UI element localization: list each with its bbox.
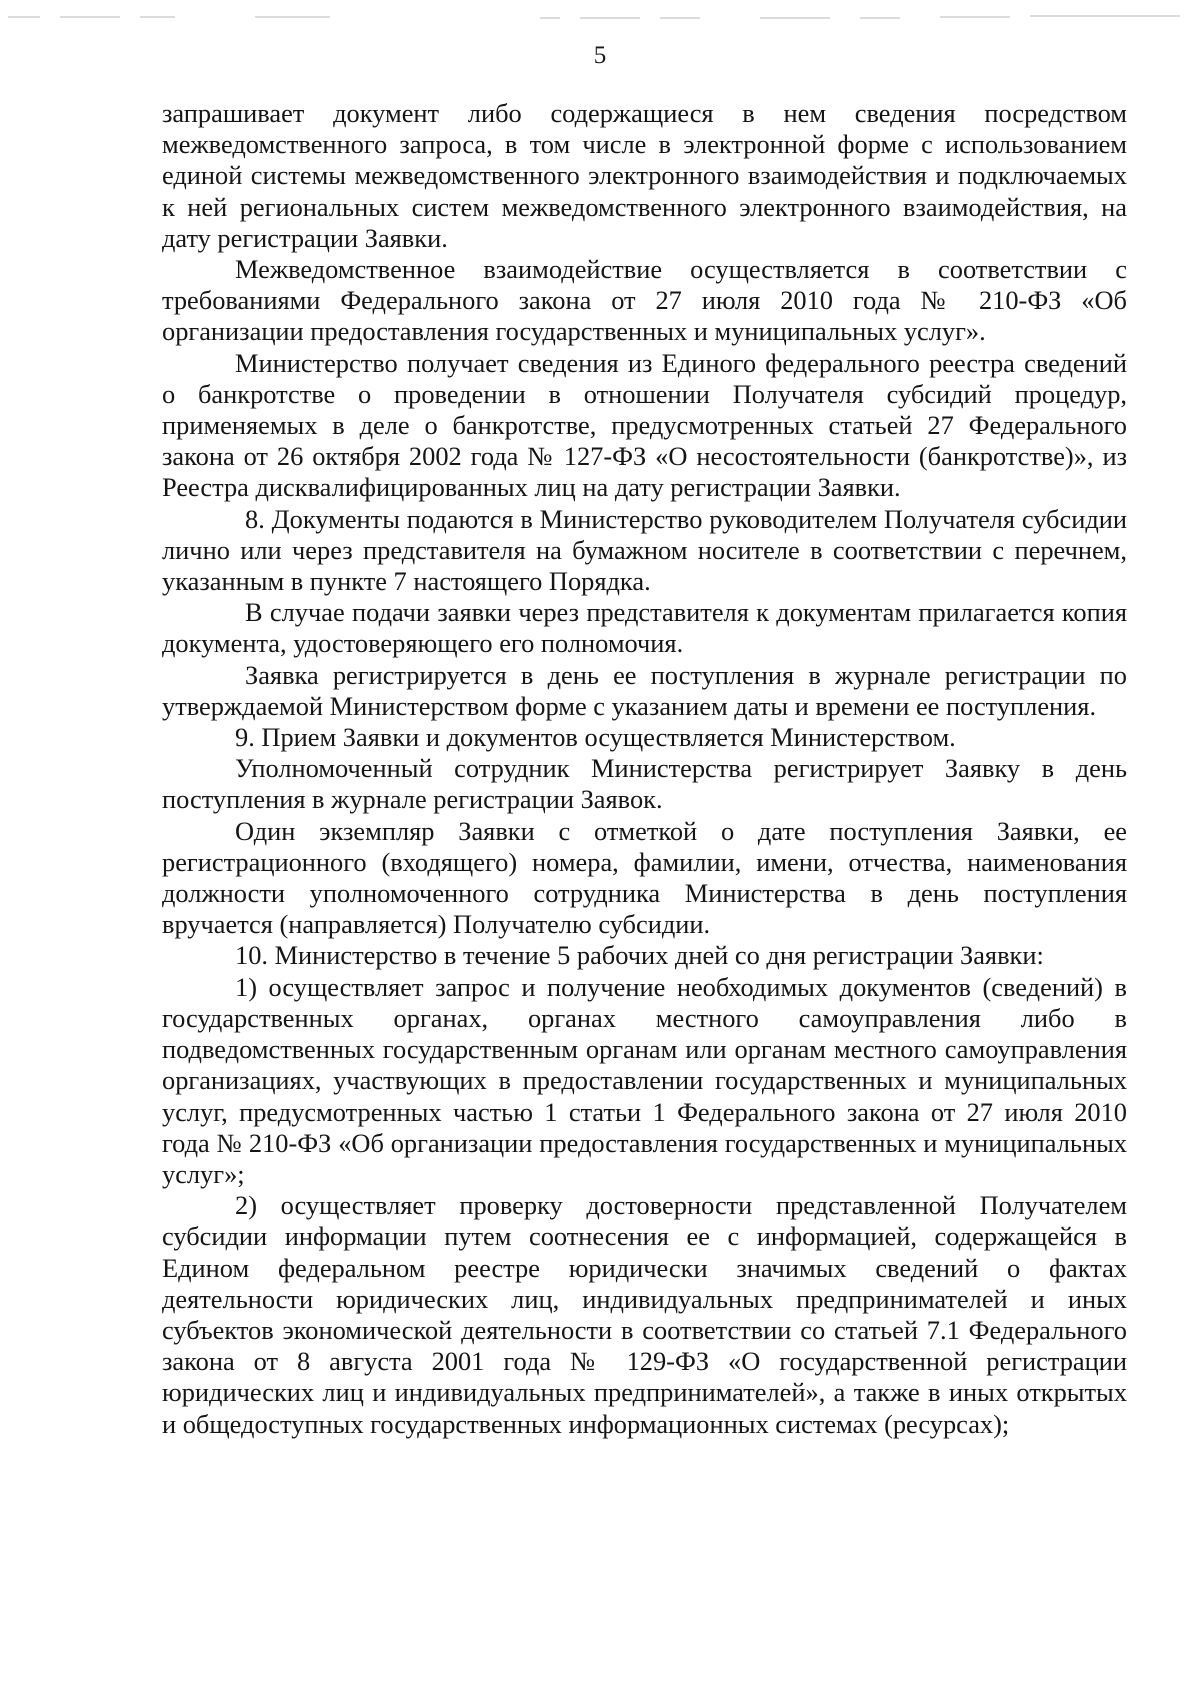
paragraph-item-8: 8. Документы подаются в Министерство руководителем Получателя субсидии лично или через представителя на бумажном носителе в соответствии с перечнем, указанным в пункте 7 настоящего Порядка.: [162, 503, 1127, 597]
paragraph: Один экземпляр Заявки с отметкой о дате поступления Заявки, ее регистрационного (входящего) номера, фамилии, имени, отчества, наименования должности уполномоченного сотрудника Министерства в день поступления вручается (направляется) Получателю субсидии.: [162, 815, 1127, 940]
page-number: 5: [593, 42, 607, 69]
paragraph: Межведомственное взаимодействие осуществляется в соответствии с требованиями Федерального закона от 27 июля 2010 года № 210-ФЗ «Об организации предоставления государственных и муниципальных услуг».: [162, 254, 1127, 347]
paragraph-subitem-2: 2) осуществляет проверку достоверности представленной Получателем субсидии информации путем соотнесения ее с информацией, содержащейся в Едином федеральном реестре юридически значимых сведений о фактах деятельности юридических лиц, индивидуальных предпринимателей и иных субъектов экономической деятельности в соответствии со статьей 7.1 Федерального закона от 8 августа 2001 года № 129-ФЗ «О государственной регистрации юридических лиц и индивидуальных предпринимателей», а также в иных открытых и общедоступных государственных информационных системах (ресурсах);: [162, 1190, 1127, 1439]
paragraph: Уполномоченный сотрудник Министерства регистрирует Заявку в день поступления в журнале регистрации Заявок.: [162, 753, 1127, 815]
paragraph: запрашивает документ либо содержащиеся в нем сведения посредством межведомственного запроса, в том числе в электронной форме с использованием единой системы межведомственного электронного взаимодействия и подключаемых к ней региональных систем межведомственного электронного взаимодействия, на дату регистрации Заявки.: [162, 98, 1127, 253]
paragraph-subitem-1: 1) осуществляет запрос и получение необходимых документов (сведений) в государственных органах, органах местного самоуправления либо в подведомственных государственным органам или органам местного самоуправления организациях, участвующих в предоставлении государственных и муниципальных услуг, предусмотренных частью 1 статьи 1 Федерального закона от 27 июля 2010 года № 210-ФЗ «Об организации предоставления государственных и муниципальных услуг»;: [162, 971, 1127, 1189]
paragraph-item-9: 9. Прием Заявки и документов осуществляется Министерством.: [235, 722, 956, 753]
paragraph: Министерство получает сведения из Единого федерального реестра сведений о банкротстве о проведении в отношении Получателя субсидий процедур, применяемых в деле о банкротстве, предусмотренных статьей 27 Федерального закона от 26 октября 2002 года № 127-ФЗ «О несостоятельности (банкротстве)», из Реестра дисквалифицированных лиц на дату регистрации Заявки.: [162, 347, 1127, 503]
document-body: [162, 98, 1127, 1440]
scan-artifact-top: [0, 0, 1200, 30]
paragraph: В случае подачи заявки через представителя к документам прилагается копия документа, удостоверяющего его полномочия.: [162, 597, 1127, 659]
paragraph-item-10: 10. Министерство в течение 5 рабочих дней со дня регистрации Заявки:: [235, 940, 1044, 971]
paragraph: Заявка регистрируется в день ее поступления в журнале регистрации по утверждаемой Министерством форме с указанием даты и времени ее поступления.: [162, 659, 1127, 721]
